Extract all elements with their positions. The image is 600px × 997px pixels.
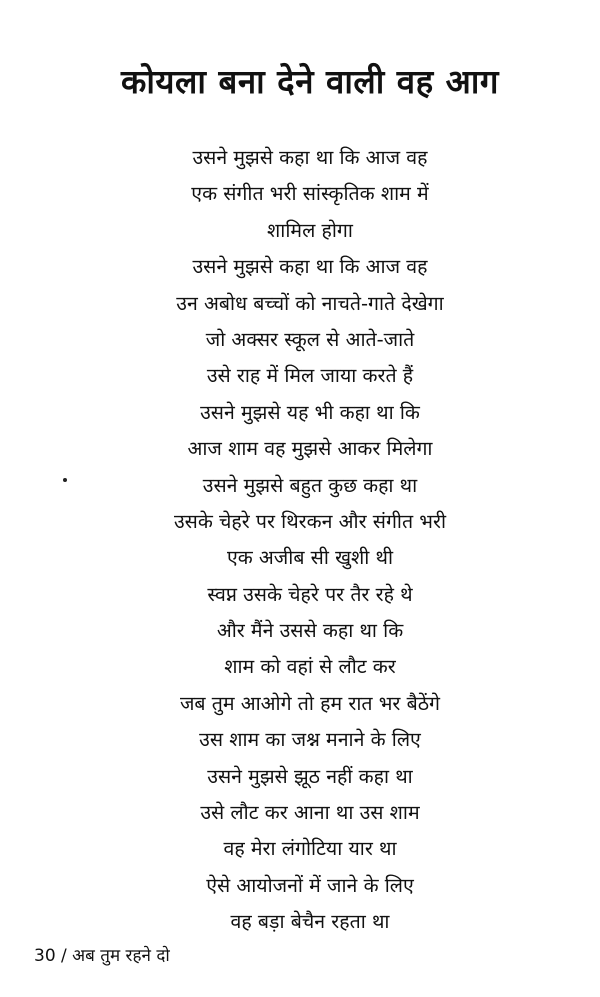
- poem-line: एक अजीब सी खुशी थी: [226, 546, 394, 570]
- poem-line: आज शाम वह मुझसे आकर मिलेगा: [187, 437, 433, 461]
- poem-line: उसने मुझसे झूठ नहीं कहा था: [207, 764, 413, 788]
- poem-line: जब तुम आओगे तो हम रात भर बैठेंगे: [179, 691, 441, 715]
- poem-line: स्वप्न उसके चेहरे पर तैर रहे थे: [207, 582, 413, 606]
- ink-speck: [63, 478, 67, 482]
- poem-line: और मैंने उससे कहा था कि: [216, 619, 404, 643]
- poem-line: ऐसे आयोजनों में जाने के लिए: [206, 873, 414, 897]
- poem-line: उसने मुझसे कहा था कि आज वह: [192, 146, 428, 169]
- poem-line: उस शाम का जश्न मनाने के लिए: [199, 728, 421, 752]
- poem-line: उसने मुझसे बहुत कुछ कहा था: [202, 473, 418, 497]
- poem-line: उसने मुझसे कहा था कि आज वह: [192, 255, 428, 279]
- poem-line: एक संगीत भरी सांस्कृतिक शाम में: [191, 182, 429, 206]
- poem-line: उसे राह में मिल जाया करते हैं: [206, 364, 414, 388]
- poem-line: उन अबोध बच्चों को नाचते-गाते देखेगा: [176, 291, 444, 315]
- poem-line: जो अक्सर स्कूल से आते-जाते: [205, 327, 415, 351]
- poem-line: उसके चेहरे पर थिरकन और संगीत भरी: [173, 509, 447, 533]
- poem-title: कोयला बना देने वाली वह आग: [121, 62, 499, 101]
- poem-line: वह बड़ा बेचैन रहता था: [230, 910, 390, 934]
- poem-body: [0, 140, 600, 941]
- poem-line: वह मेरा लंगोटिया यार था: [223, 837, 397, 861]
- poem-line: शाम को वहां से लौट कर: [224, 655, 396, 679]
- poem-line: उसे लौट कर आना था उस शाम: [200, 801, 420, 825]
- poem-line: शामिल होगा: [267, 218, 353, 242]
- page-footer: 30 / अब तुम रहने दो: [34, 946, 170, 966]
- poem-line: उसने मुझसे यह भी कहा था कि: [200, 400, 420, 424]
